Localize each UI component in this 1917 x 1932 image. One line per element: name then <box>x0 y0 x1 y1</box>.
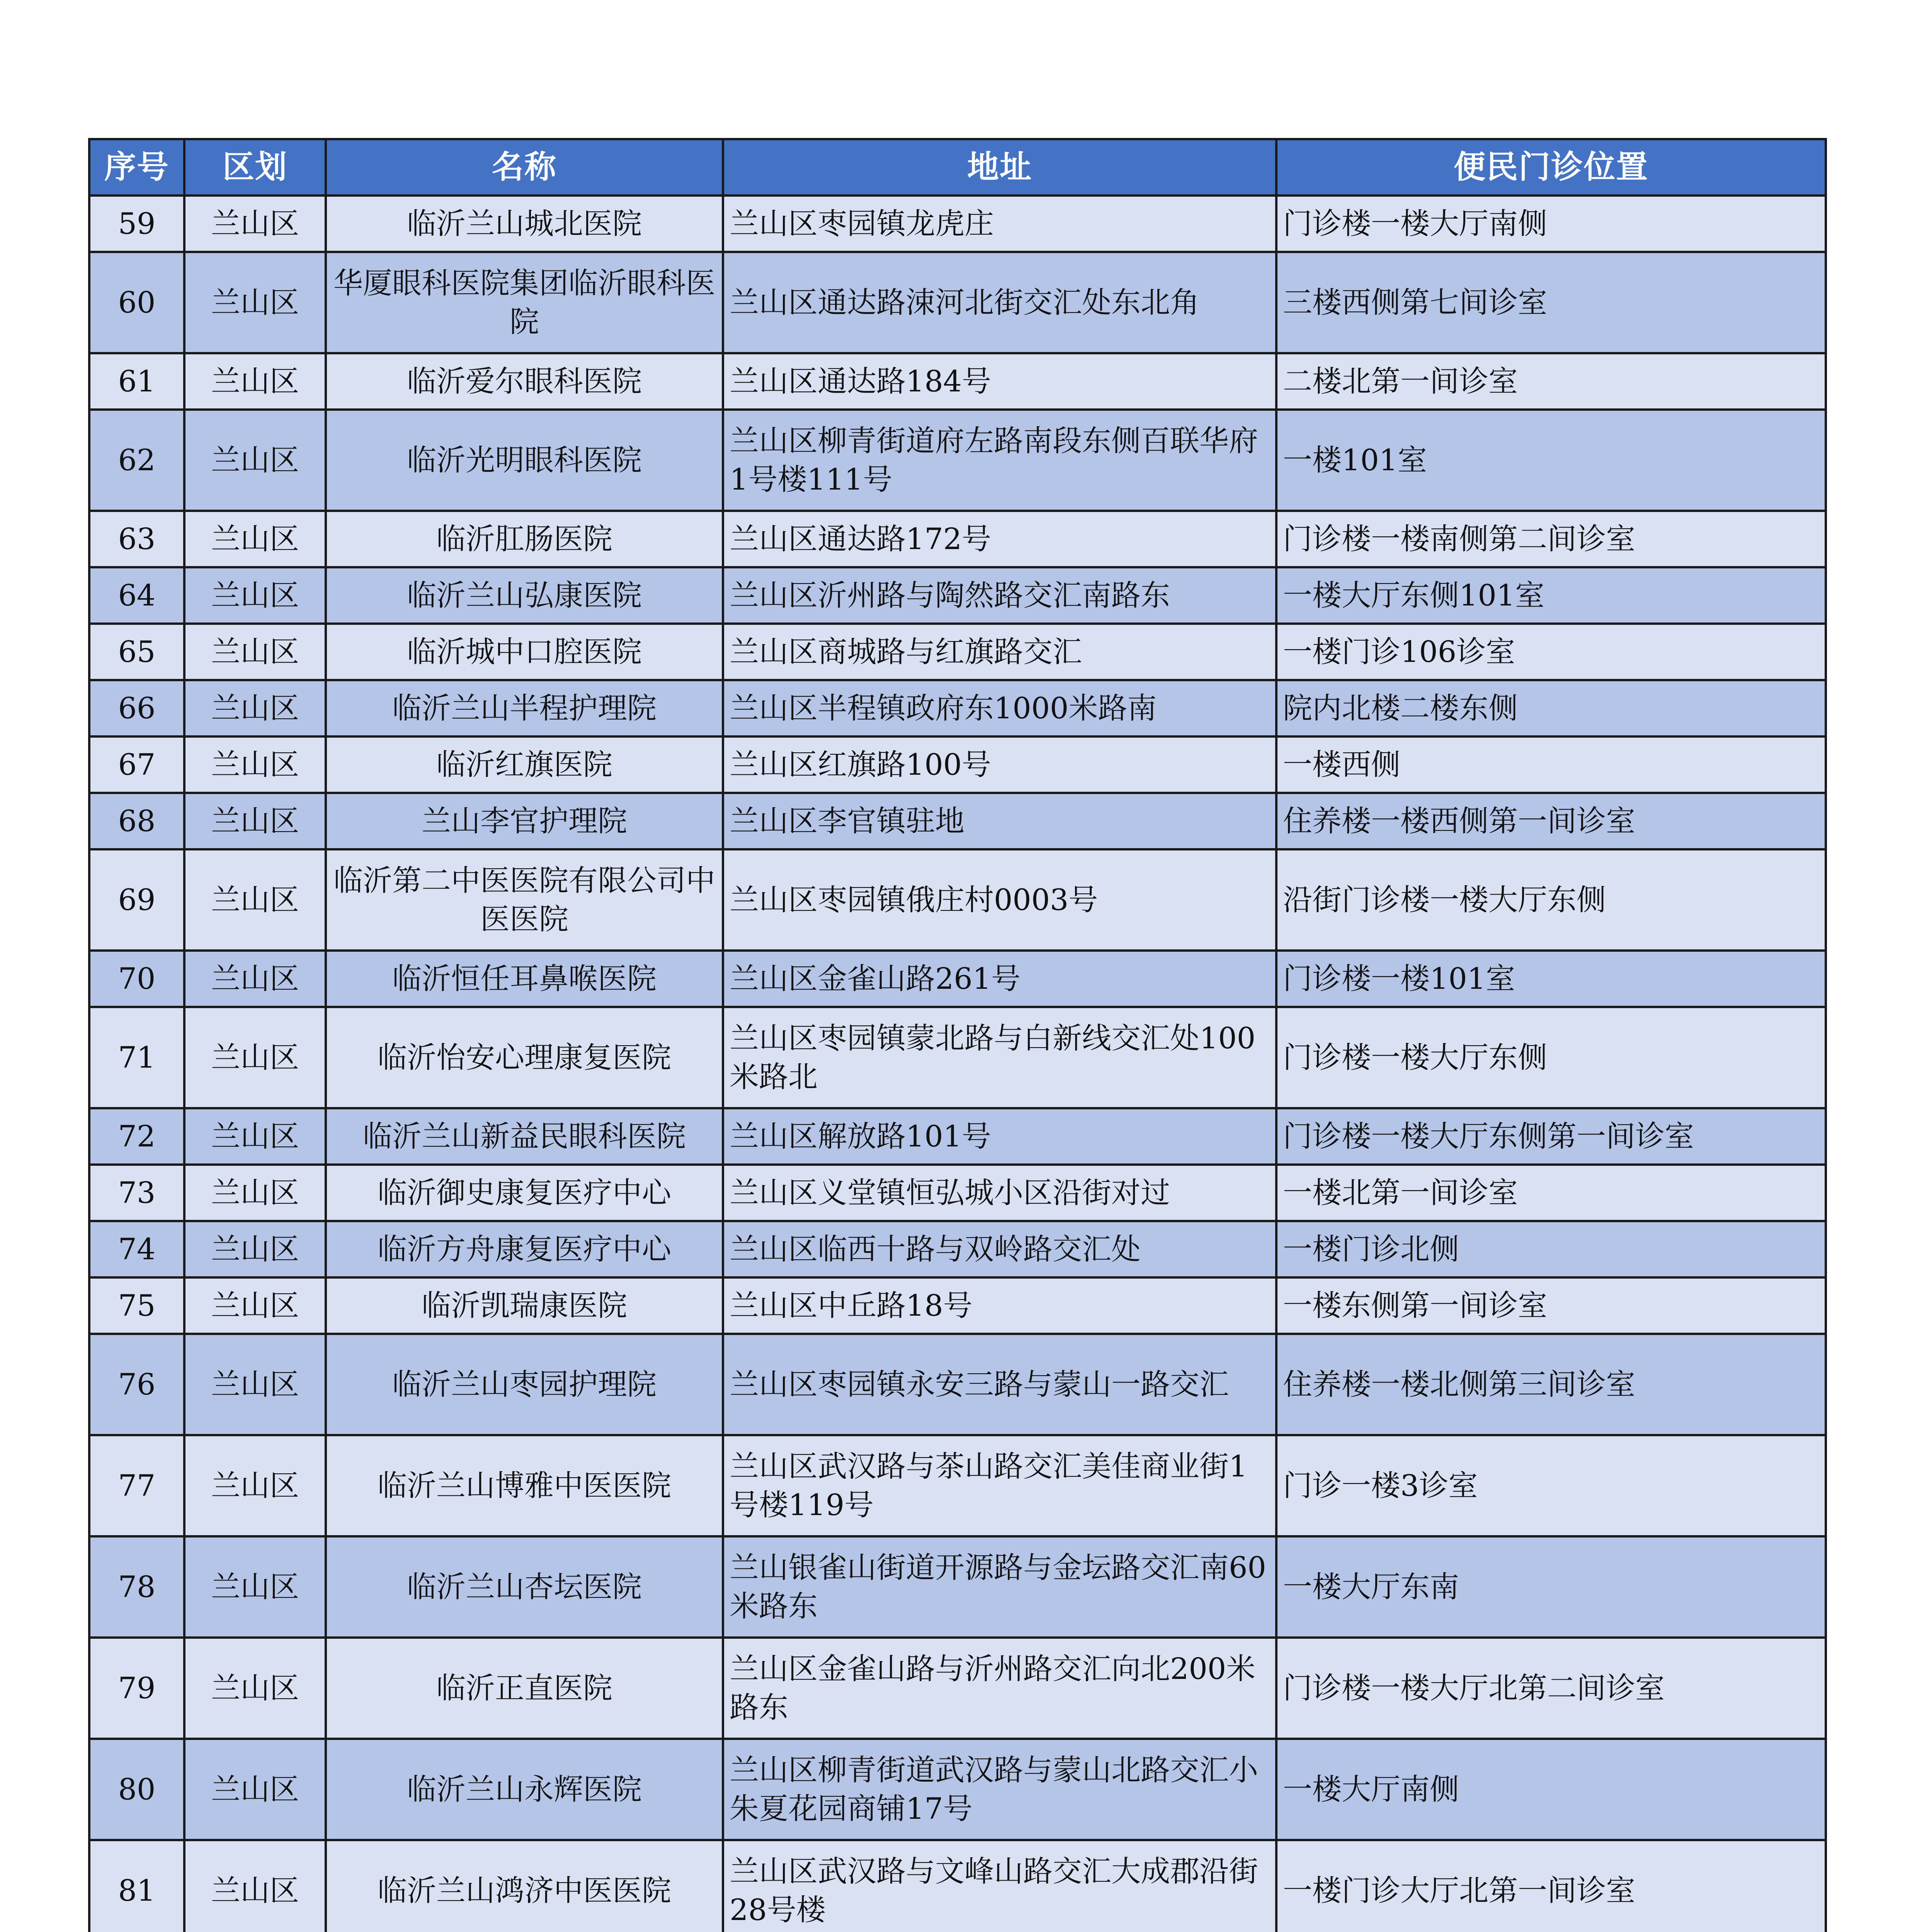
cell-location: 一楼门诊北侧 <box>1276 1221 1826 1277</box>
table-row <box>89 1165 1826 1221</box>
cell-no: 70 <box>89 951 184 1007</box>
cell-location: 住养楼一楼北侧第三间诊室 <box>1276 1334 1826 1435</box>
table-row <box>89 1221 1826 1277</box>
cell-location: 门诊一楼3诊室 <box>1276 1435 1826 1536</box>
cell-district: 兰山区 <box>184 951 326 1007</box>
header-name: 名称 <box>326 139 723 196</box>
cell-district: 兰山区 <box>184 1739 326 1840</box>
cell-location: 门诊楼一楼南侧第二间诊室 <box>1276 511 1826 567</box>
cell-address: 兰山区红旗路100号 <box>723 736 1276 793</box>
cell-name: 临沂兰山半程护理院 <box>326 680 723 736</box>
cell-name: 临沂第二中医医院有限公司中医医院 <box>326 849 723 951</box>
cell-no: 63 <box>89 511 184 567</box>
cell-no: 73 <box>89 1165 184 1221</box>
table-row <box>89 1536 1826 1638</box>
cell-name: 临沂爱尔眼科医院 <box>326 353 723 410</box>
table-row <box>89 1840 1826 1932</box>
cell-name: 临沂方舟康复医疗中心 <box>326 1221 723 1277</box>
table-row <box>89 1435 1826 1536</box>
cell-name: 临沂光明眼科医院 <box>326 410 723 511</box>
cell-no: 79 <box>89 1638 184 1739</box>
table-row <box>89 951 1826 1007</box>
cell-location: 一楼北第一间诊室 <box>1276 1165 1826 1221</box>
cell-name: 临沂兰山鸿济中医医院 <box>326 1840 723 1932</box>
table-row <box>89 410 1826 511</box>
table-row <box>89 793 1826 849</box>
cell-name: 临沂兰山城北医院 <box>326 196 723 252</box>
cell-address: 兰山区枣园镇蒙北路与白新线交汇处100米路北 <box>723 1007 1276 1108</box>
table-row <box>89 1007 1826 1108</box>
cell-location: 一楼101室 <box>1276 410 1826 511</box>
cell-location: 一楼大厅南侧 <box>1276 1739 1826 1840</box>
table-row <box>89 849 1826 951</box>
cell-no: 66 <box>89 680 184 736</box>
cell-district: 兰山区 <box>184 1435 326 1536</box>
cell-district: 兰山区 <box>184 793 326 849</box>
cell-location: 住养楼一楼西侧第一间诊室 <box>1276 793 1826 849</box>
cell-name: 临沂恒任耳鼻喉医院 <box>326 951 723 1007</box>
cell-name: 临沂城中口腔医院 <box>326 624 723 680</box>
cell-address: 兰山银雀山街道开源路与金坛路交汇南60米路东 <box>723 1536 1276 1638</box>
table-row <box>89 1108 1826 1165</box>
cell-no: 71 <box>89 1007 184 1108</box>
cell-no: 78 <box>89 1536 184 1638</box>
cell-district: 兰山区 <box>184 252 326 353</box>
cell-district: 兰山区 <box>184 680 326 736</box>
table-row <box>89 353 1826 410</box>
cell-name: 临沂兰山永辉医院 <box>326 1739 723 1840</box>
cell-address: 兰山区枣园镇俄庄村0003号 <box>723 849 1276 951</box>
cell-address: 兰山区金雀山路与沂州路交汇向北200米路东 <box>723 1638 1276 1739</box>
cell-no: 81 <box>89 1840 184 1932</box>
cell-address: 兰山区金雀山路261号 <box>723 951 1276 1007</box>
header-row <box>89 139 1826 196</box>
cell-location: 一楼东侧第一间诊室 <box>1276 1277 1826 1334</box>
cell-no: 69 <box>89 849 184 951</box>
table-row <box>89 736 1826 793</box>
cell-address: 兰山区沂州路与陶然路交汇南路东 <box>723 567 1276 624</box>
header-no: 序号 <box>89 139 184 196</box>
cell-address: 兰山区枣园镇龙虎庄 <box>723 196 1276 252</box>
cell-district: 兰山区 <box>184 624 326 680</box>
cell-name: 临沂兰山博雅中医医院 <box>326 1435 723 1536</box>
cell-location: 一楼门诊106诊室 <box>1276 624 1826 680</box>
table-row <box>89 1277 1826 1334</box>
table-row <box>89 196 1826 252</box>
cell-location: 门诊楼一楼大厅东侧第一间诊室 <box>1276 1108 1826 1165</box>
cell-location: 二楼北第一间诊室 <box>1276 353 1826 410</box>
cell-location: 门诊楼一楼大厅东侧 <box>1276 1007 1826 1108</box>
header-location: 便民门诊位置 <box>1276 139 1826 196</box>
cell-location: 沿街门诊楼一楼大厅东侧 <box>1276 849 1826 951</box>
cell-no: 76 <box>89 1334 184 1435</box>
cell-address: 兰山区商城路与红旗路交汇 <box>723 624 1276 680</box>
cell-location: 门诊楼一楼101室 <box>1276 951 1826 1007</box>
cell-district: 兰山区 <box>184 736 326 793</box>
cell-district: 兰山区 <box>184 1165 326 1221</box>
cell-name: 华厦眼科医院集团临沂眼科医院 <box>326 252 723 353</box>
cell-district: 兰山区 <box>184 1638 326 1739</box>
cell-district: 兰山区 <box>184 1108 326 1165</box>
table-row <box>89 252 1826 353</box>
cell-name: 临沂怡安心理康复医院 <box>326 1007 723 1108</box>
cell-district: 兰山区 <box>184 849 326 951</box>
cell-district: 兰山区 <box>184 410 326 511</box>
cell-address: 兰山区枣园镇永安三路与蒙山一路交汇 <box>723 1334 1276 1435</box>
cell-address: 兰山区武汉路与文峰山路交汇大成郡沿街28号楼 <box>723 1840 1276 1932</box>
table-row <box>89 680 1826 736</box>
cell-no: 62 <box>89 410 184 511</box>
cell-location: 门诊楼一楼大厅北第二间诊室 <box>1276 1638 1826 1739</box>
cell-location: 一楼大厅东南 <box>1276 1536 1826 1638</box>
cell-no: 72 <box>89 1108 184 1165</box>
cell-address: 兰山区中丘路18号 <box>723 1277 1276 1334</box>
table-row <box>89 1739 1826 1840</box>
cell-district: 兰山区 <box>184 1277 326 1334</box>
cell-location: 院内北楼二楼东侧 <box>1276 680 1826 736</box>
cell-name: 临沂兰山弘康医院 <box>326 567 723 624</box>
table-row <box>89 511 1826 567</box>
cell-name: 兰山李官护理院 <box>326 793 723 849</box>
table-row <box>89 1638 1826 1739</box>
cell-address: 兰山区李官镇驻地 <box>723 793 1276 849</box>
cell-district: 兰山区 <box>184 1536 326 1638</box>
cell-district: 兰山区 <box>184 196 326 252</box>
table-row <box>89 1334 1826 1435</box>
cell-district: 兰山区 <box>184 1840 326 1932</box>
cell-no: 75 <box>89 1277 184 1334</box>
cell-address: 兰山区通达路172号 <box>723 511 1276 567</box>
cell-name: 临沂肛肠医院 <box>326 511 723 567</box>
cell-no: 59 <box>89 196 184 252</box>
cell-no: 80 <box>89 1739 184 1840</box>
cell-name: 临沂兰山枣园护理院 <box>326 1334 723 1435</box>
cell-district: 兰山区 <box>184 1334 326 1435</box>
cell-no: 60 <box>89 252 184 353</box>
cell-district: 兰山区 <box>184 1007 326 1108</box>
cell-name: 临沂正直医院 <box>326 1638 723 1739</box>
cell-name: 临沂御史康复医疗中心 <box>326 1165 723 1221</box>
cell-no: 68 <box>89 793 184 849</box>
cell-no: 64 <box>89 567 184 624</box>
header-address: 地址 <box>723 139 1276 196</box>
cell-no: 67 <box>89 736 184 793</box>
cell-district: 兰山区 <box>184 1221 326 1277</box>
cell-no: 65 <box>89 624 184 680</box>
cell-address: 兰山区柳青街道府左路南段东侧百联华府1号楼111号 <box>723 410 1276 511</box>
clinic-table <box>88 138 1827 1932</box>
cell-location: 一楼大厅东侧101室 <box>1276 567 1826 624</box>
cell-name: 临沂兰山杏坛医院 <box>326 1536 723 1638</box>
cell-location: 门诊楼一楼大厅南侧 <box>1276 196 1826 252</box>
cell-address: 兰山区柳青街道武汉路与蒙山北路交汇小朱夏花园商铺17号 <box>723 1739 1276 1840</box>
cell-address: 兰山区半程镇政府东1000米路南 <box>723 680 1276 736</box>
cell-name: 临沂兰山新益民眼科医院 <box>326 1108 723 1165</box>
cell-location: 一楼门诊大厅北第一间诊室 <box>1276 1840 1826 1932</box>
cell-district: 兰山区 <box>184 511 326 567</box>
table-row <box>89 567 1826 624</box>
cell-location: 一楼西侧 <box>1276 736 1826 793</box>
cell-district: 兰山区 <box>184 353 326 410</box>
table-body <box>89 196 1826 1932</box>
cell-address: 兰山区武汉路与茶山路交汇美佳商业街1号楼119号 <box>723 1435 1276 1536</box>
cell-address: 兰山区通达路184号 <box>723 353 1276 410</box>
cell-address: 兰山区临西十路与双岭路交汇处 <box>723 1221 1276 1277</box>
cell-no: 74 <box>89 1221 184 1277</box>
cell-location: 三楼西侧第七间诊室 <box>1276 252 1826 353</box>
cell-address: 兰山区通达路涑河北街交汇处东北角 <box>723 252 1276 353</box>
header-district: 区划 <box>184 139 326 196</box>
cell-address: 兰山区解放路101号 <box>723 1108 1276 1165</box>
cell-name: 临沂凯瑞康医院 <box>326 1277 723 1334</box>
cell-name: 临沂红旗医院 <box>326 736 723 793</box>
cell-no: 61 <box>89 353 184 410</box>
cell-district: 兰山区 <box>184 567 326 624</box>
table-row <box>89 624 1826 680</box>
cell-address: 兰山区义堂镇恒弘城小区沿街对过 <box>723 1165 1276 1221</box>
cell-no: 77 <box>89 1435 184 1536</box>
